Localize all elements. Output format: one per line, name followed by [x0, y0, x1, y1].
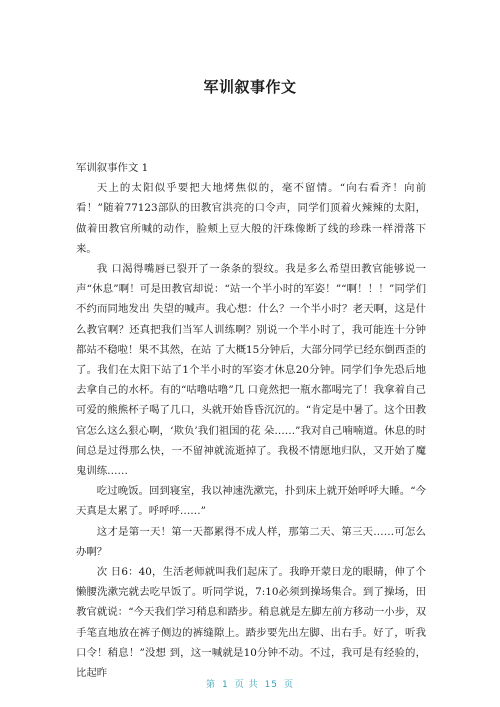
page-label-middle: 页 共 [234, 680, 259, 690]
page-footer [0, 677, 500, 690]
essay-subheading: 军训叙事作文 1 [76, 162, 149, 174]
document-body [76, 158, 426, 683]
page-current-number: 1 [221, 680, 229, 690]
page-label-suffix: 页 [284, 680, 295, 690]
page-total-number: 15 [264, 680, 279, 690]
paragraph: 这才是第一天！第一天都累得不成人样，那第二天、第三天……可怎么办啊？ [76, 525, 426, 558]
document-title: 军训叙事作文 [203, 78, 297, 96]
paragraph: 吃过晚饭。回到寝室，我以神速洗漱完，扑到床上就开始呼呼大睡。“今天真是太累了。呼呼呼……” [76, 485, 426, 518]
paragraph: 我 口渴得嘴唇已裂开了一条条的裂纹。我是多么希望田教官能够说一声“休息”啊！可是田教官却说：“站一个半小时的军姿！”“啊！！！”同学们不约而同地发出 失望的喊声。我心想：什么？一个半小时？老天啊，这是什么教官啊？还真把我们当军人训练啊？别说一个半小时了，我可能连十分钟都站不稳啦！果不其然，在站 了大概15分钟后，大部分同学已经东倒西歪的了。我们在太阳下站了1个半小时的军姿才休息20分钟。同学们争先恐后地去拿自己的水杯。有的“咕噜咕噜”几 口竟然把一瓶水都喝完了！我拿着自己可爱的熊熊杯子喝了几口，头就开始昏昏沉沉的。“肯定是中暑了。这个田教官怎么这么狠心啊，‘欺负’我们祖国的花 朵……”我对自己喃喃道。休息的时间总是过得那么快，一不留神就流逝掉了。我极不情愿地归队，又开始了魔鬼训练…… [76, 263, 426, 478]
paragraph: 天上的太阳似乎要把大地烤焦似的，毫不留情。“向右看齐！向前看！”随着77123部队的田教官洪亮的口令声，同学们顶着火辣辣的太阳，做着田教官所喊的动作，脸颊上豆大般的汗珠像断了线的珍珠一样滑落下来。 [76, 182, 426, 255]
paragraph: 次 日6：40，生活老师就叫我们起床了。我睁开蒙日龙的眼睛，伸了个懒腰洗漱完就去吃早饭了。听同学说，7:10必须到操场集合。到了操场，田教官就说：“今天我们学习稍息和踏步。稍息就是左脚左前方移动一小步，双手笔直地放在裤子侧边的裤缝隙上。踏步要先出左脚、出右手。好了，听我口令！稍息！”没想 到，这一喊就是10分钟不动。不过，我可是有经验的，比起昨 [76, 566, 426, 680]
page-label-prefix: 第 [205, 680, 216, 690]
